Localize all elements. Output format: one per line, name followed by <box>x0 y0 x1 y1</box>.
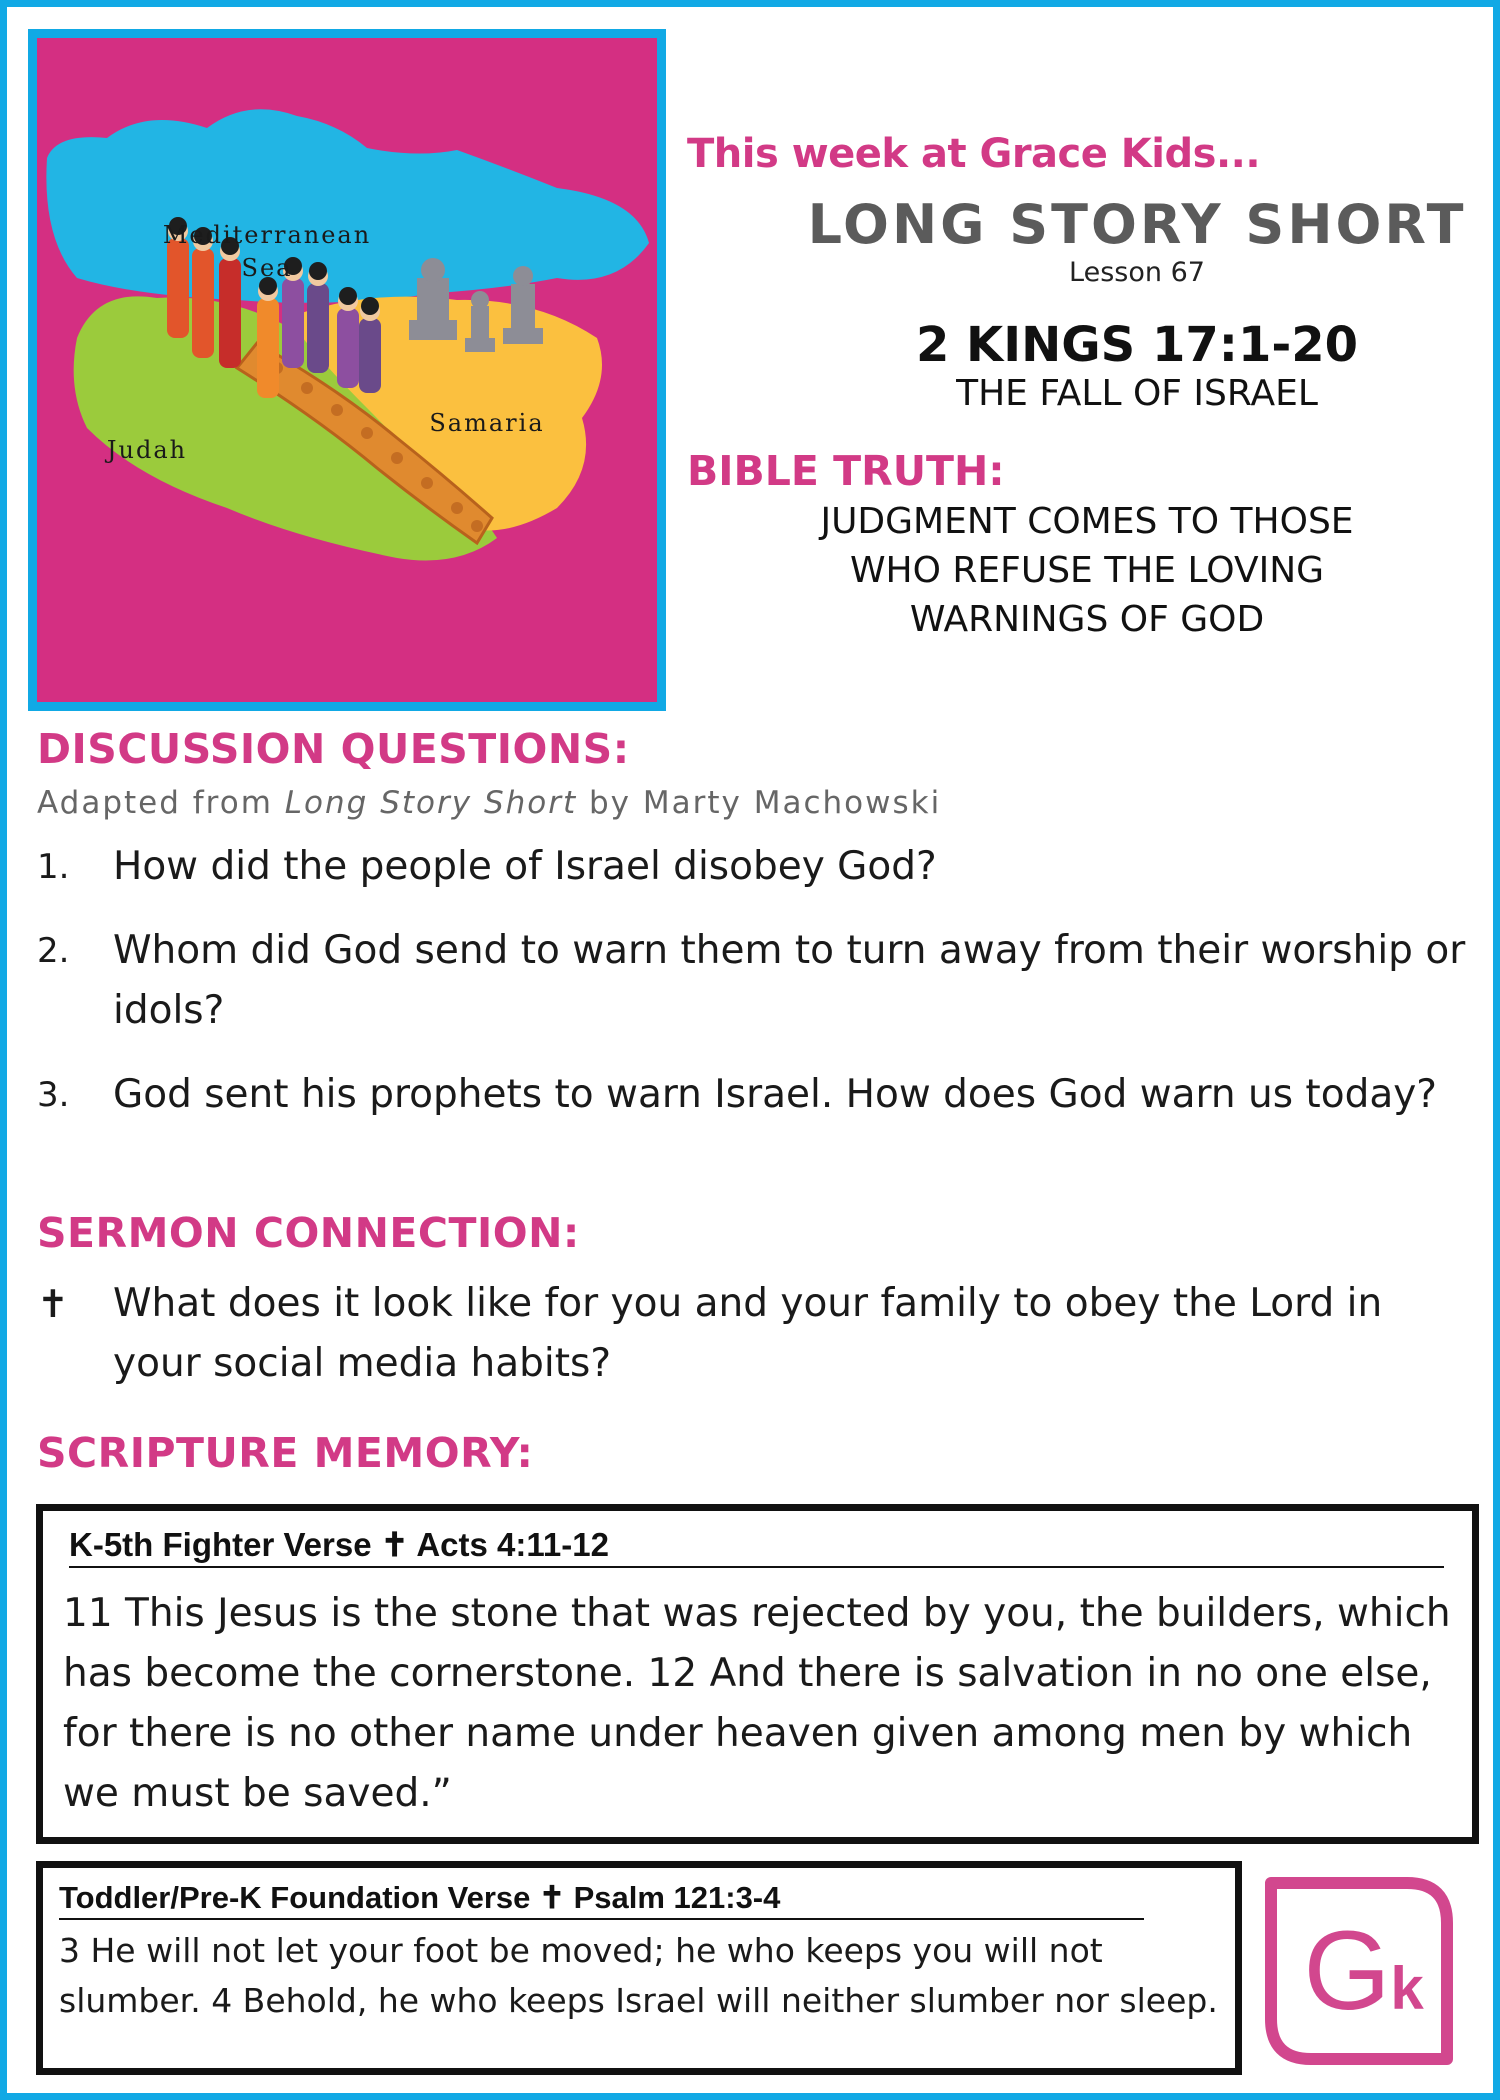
discussion-heading: DISCUSSION QUESTIONS: <box>37 725 630 773</box>
fighter-verse-box <box>36 1504 1479 1844</box>
bible-truth-heading: BIBLE TRUTH: <box>687 447 1005 495</box>
question-text: How did the people of Israel disobey God? <box>113 844 937 889</box>
sermon-item <box>37 1274 1477 1394</box>
question-item <box>37 1065 1477 1125</box>
judah-label: Judah <box>106 436 188 464</box>
logo-letter-k: k <box>1390 1955 1424 2022</box>
lesson-number: Lesson 67 <box>1069 257 1205 288</box>
scripture-memory-heading: SCRIPTURE MEMORY: <box>37 1429 534 1477</box>
question-number: 1. <box>37 847 70 887</box>
scripture-reference: 2 KINGS 17:1-20 <box>915 317 1359 373</box>
fighter-verse-heading: K-5th Fighter Verse ✝ Acts 4:11-12 <box>69 1525 1444 1568</box>
intro-line: This week at Grace Kids... <box>687 131 1261 177</box>
lesson-illustration <box>28 29 666 711</box>
foundation-verse-text: 3 He will not let your foot be moved; he who keeps you will not slumber. 4 Behold, he who keeps Israel will neither slumber nor sleep. <box>59 1931 1218 2020</box>
sermon-heading: SERMON CONNECTION: <box>37 1209 580 1257</box>
question-text: Whom did God send to warn them to turn away from their worship or idols? <box>113 928 1466 1033</box>
fighter-verse-text: 11 This Jesus is the stone that was rejected by you, the builders, which has become the cornerstone. 12 And there is salvation in no one else, for there is no other name under heaven given among men by which we must be saved.” <box>63 1591 1451 1816</box>
bible-truth-line: WHO REFUSE THE LOVING <box>849 550 1325 591</box>
cross-bullet-icon: ✝ <box>37 1282 69 1326</box>
adapted-author: by Marty Machowski <box>589 785 942 821</box>
samaria-label: Samaria <box>429 409 545 437</box>
question-item <box>37 837 1477 897</box>
sea-label-line2: Sea <box>241 254 293 282</box>
bible-truth-line: JUDGMENT COMES TO THOSE <box>820 501 1354 542</box>
lesson-title: THE FALL OF ISRAEL <box>956 373 1318 414</box>
question-item <box>37 921 1477 1041</box>
sea-label-line1: Mediterranean <box>162 221 372 249</box>
sermon-text: What does it look like for you and your family to obey the Lord in your social media habits? <box>113 1281 1383 1386</box>
grace-kids-logo <box>1257 1869 1461 2073</box>
adapted-book-title: Long Story Short <box>284 785 578 821</box>
question-text: God sent his prophets to warn Israel. How does God warn us today? <box>113 1072 1438 1117</box>
question-number: 2. <box>37 931 70 971</box>
foundation-verse-box <box>36 1861 1242 2075</box>
bible-truth-text <box>757 497 1417 644</box>
series-title: LONG STORY SHORT <box>807 193 1467 256</box>
sermon-list <box>37 1274 1477 1394</box>
question-number: 3. <box>37 1075 70 1115</box>
bible-truth-line: WARNINGS OF GOD <box>909 599 1265 640</box>
adapted-prefix: Adapted from <box>37 785 273 821</box>
map-illustration <box>37 38 657 702</box>
adapted-credit <box>37 785 941 821</box>
foundation-verse-heading: Toddler/Pre-K Foundation Verse ✝ Psalm 121:3-4 <box>59 1880 1144 1920</box>
gk-logo-icon <box>1257 1869 1461 2073</box>
logo-letter-g: G <box>1303 1908 1391 2033</box>
question-list <box>37 837 1477 1125</box>
